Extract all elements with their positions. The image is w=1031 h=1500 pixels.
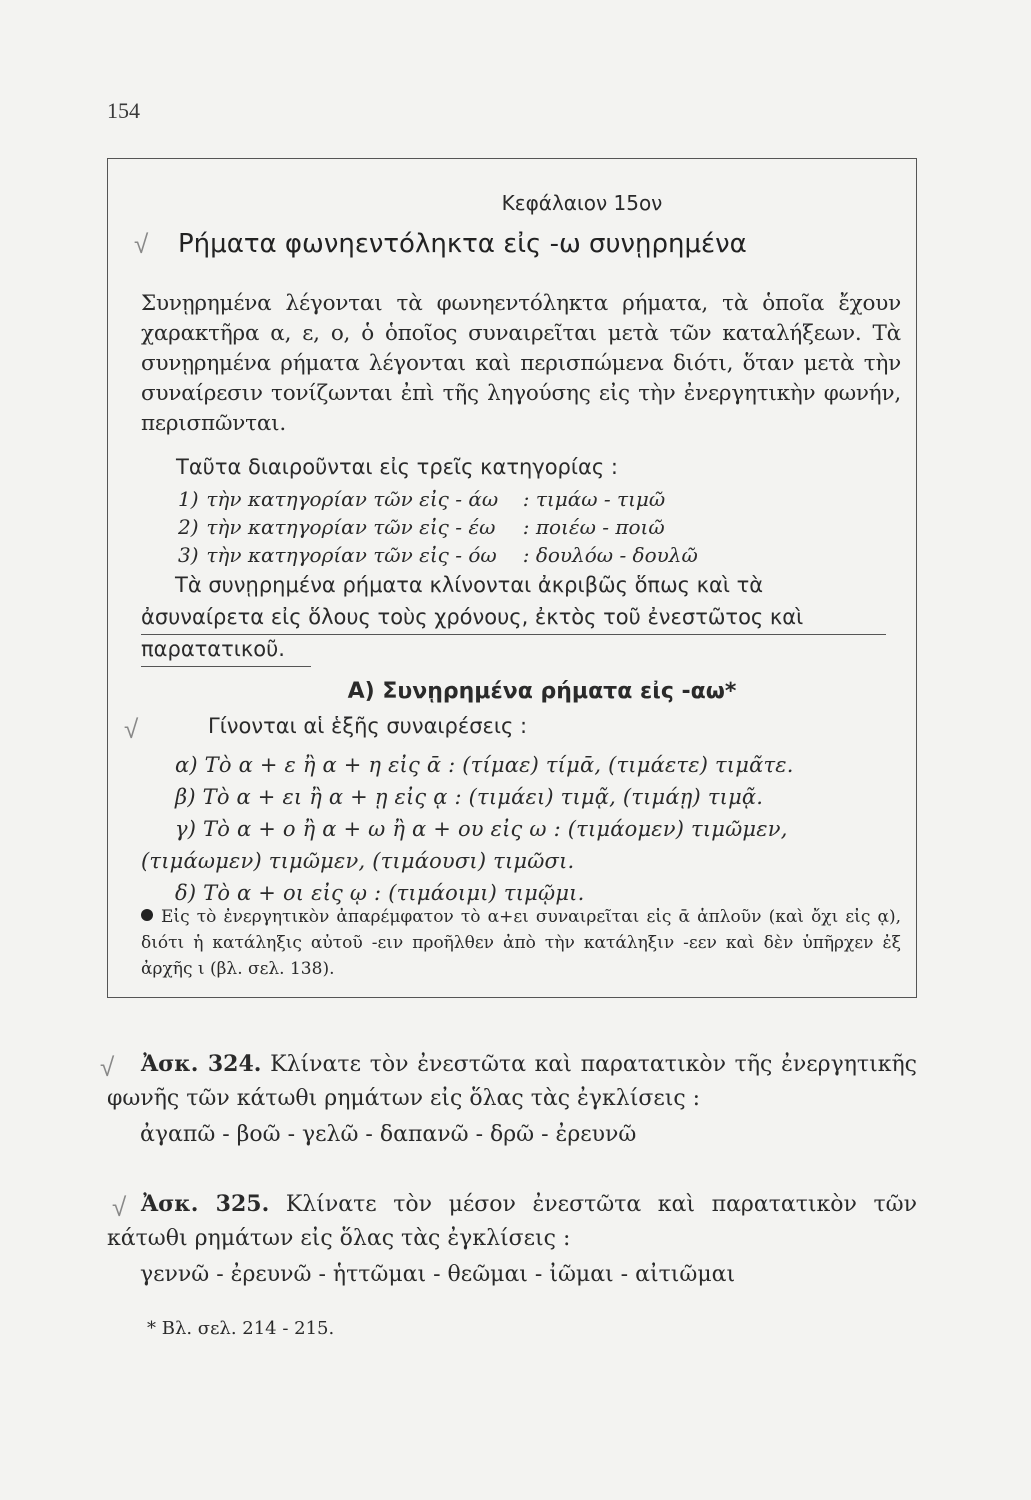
contraction-rule: δ) Τὸ α + οι εἰς ῳ : (τιμάοιμι) τιμῷμι. <box>175 881 585 905</box>
category-example: : δουλόω - δουλῶ <box>522 543 698 567</box>
underline-rule <box>141 634 886 635</box>
section-lead: Γίνονται αἱ ἑξῆς συναιρέσεις : <box>208 714 528 738</box>
page-number: 154 <box>107 98 140 123</box>
category-example: : ποιέω - ποιῶ <box>522 515 665 539</box>
note-text: Εἰς τὸ ἐνεργητικὸν ἀπαρέμφατον τὸ α+ει συναιρεῖται εἰς ᾱ ἁπλοῦν (καὶ ὄχι εἰς ᾳ), διότι ἡ κατάληξις αὐτοῦ -ειν προῆλθεν ἀπὸ τὴν κατάληξιν -εεν καὶ δὲν ὑπῆρχεν ἐξ ἀρχῆς ι (βλ. σελ. 138). <box>141 907 901 979</box>
conjugation-paragraph: Τὰ συνῃρημένα ρήματα κλίνονται ἀκριβῶς ὅπως καὶ τὰ ἀσυναίρετα εἰς ὅλους τοὺς χρόνους, ἐκτὸς τοῦ ἐνεστῶτος καὶ παρατατικοῦ. <box>141 573 804 661</box>
categories-lead: Ταῦτα διαιροῦνται εἰς τρεῖς κατηγορίας : <box>176 455 618 479</box>
contraction-rule: β) Τὸ α + ει ἢ α + ῃ εἰς ᾳ : (τιμάει) τιμᾷ, (τιμάῃ) τιμᾷ. <box>175 785 764 809</box>
underline-rule <box>141 666 311 667</box>
category-text: τὴν κατηγορίαν τῶν εἰς - όω <box>206 543 497 567</box>
exercise-label: Ἀσκ. 324. <box>141 1051 262 1077</box>
category-example: : τιμάω - τιμῶ <box>522 487 666 511</box>
contraction-rule: γ) Τὸ α + ο ἢ α + ω ἢ α + ου εἰς ω : (τιμάομεν) τιμῶμεν, <box>175 817 788 841</box>
category-text: τὴν κατηγορίαν τῶν εἰς - έω <box>206 515 496 539</box>
exercise-label: Ἀσκ. 325. <box>141 1191 270 1217</box>
exercise-text: Κλίνατε τὸν μέσον ἐνεστῶτα καὶ παρατατικὸν τῶν κάτωθι ρημάτων εἰς ὅλας τὰς ἐγκλίσεις : <box>107 1192 917 1251</box>
check-mark-icon: √ <box>112 1193 127 1223</box>
infinitive-note <box>141 904 901 982</box>
chapter-box <box>107 158 917 998</box>
check-mark-icon: √ <box>134 230 149 260</box>
footnote: * Βλ. σελ. 214 - 215. <box>147 1318 335 1339</box>
category-row <box>178 543 698 567</box>
chapter-title: Ρήματα φωνηεντόληκτα εἰς -ω συνῃρημένα <box>178 229 747 259</box>
category-row <box>178 487 665 511</box>
exercise-324 <box>107 1047 917 1116</box>
category-row <box>178 515 665 539</box>
contraction-rule: (τιμάωμεν) τιμῶμεν, (τιμάουσι) τιμῶσι. <box>141 849 575 873</box>
chapter-label: Κεφάλαιον 15ον <box>501 191 663 215</box>
intro-paragraph: Συνῃρημένα λέγονται τὰ φωνηεντόληκτα ρήματα, τὰ ὁποῖα ἔχουν χαρακτῆρα α, ε, ο, ὁ ὁποῖος συναιρεῖται μετὰ τῶν καταλήξεων. Τὰ συνῃρημένα ρήματα λέγονται καὶ περισπώμενα διότι, ὅταν μετὰ τὴν συναίρεσιν τονίζωνται ἐπὶ τῆς ληγούσης εἰς τὴν ἐνεργητικὴν φωνήν, περισπῶνται. <box>141 291 901 436</box>
bullet-icon <box>141 909 153 921</box>
check-mark-icon: √ <box>124 715 139 745</box>
exercise-325 <box>107 1187 917 1256</box>
category-number: 1) <box>178 487 199 511</box>
category-text: τὴν κατηγορίαν τῶν εἰς - άω <box>206 487 499 511</box>
exercise-words: ἀγαπῶ - βοῶ - γελῶ - δαπανῶ - δρῶ - ἐρευνῶ <box>140 1122 637 1147</box>
check-mark-icon: √ <box>100 1053 115 1083</box>
exercise-text: Κλίνατε τὸν ἐνεστῶτα καὶ παρατατικὸν τῆς ἐνεργητικῆς φωνῆς τῶν κάτωθι ρημάτων εἰς ὅλας τὰς ἐγκλίσεις : <box>107 1052 917 1111</box>
section-heading: Α) Συνῃρημένα ρήματα εἰς -αω* <box>347 679 737 704</box>
category-number: 3) <box>178 543 199 567</box>
exercise-words: γεννῶ - ἐρευνῶ - ἡττῶμαι - θεῶμαι - ἰῶμαι - αἰτιῶμαι <box>140 1262 736 1287</box>
contraction-rule: α) Τὸ α + ε ἢ α + η εἰς ᾱ : (τίμαε) τίμᾱ, (τιμάετε) τιμᾶτε. <box>175 753 794 777</box>
category-number: 2) <box>178 515 199 539</box>
